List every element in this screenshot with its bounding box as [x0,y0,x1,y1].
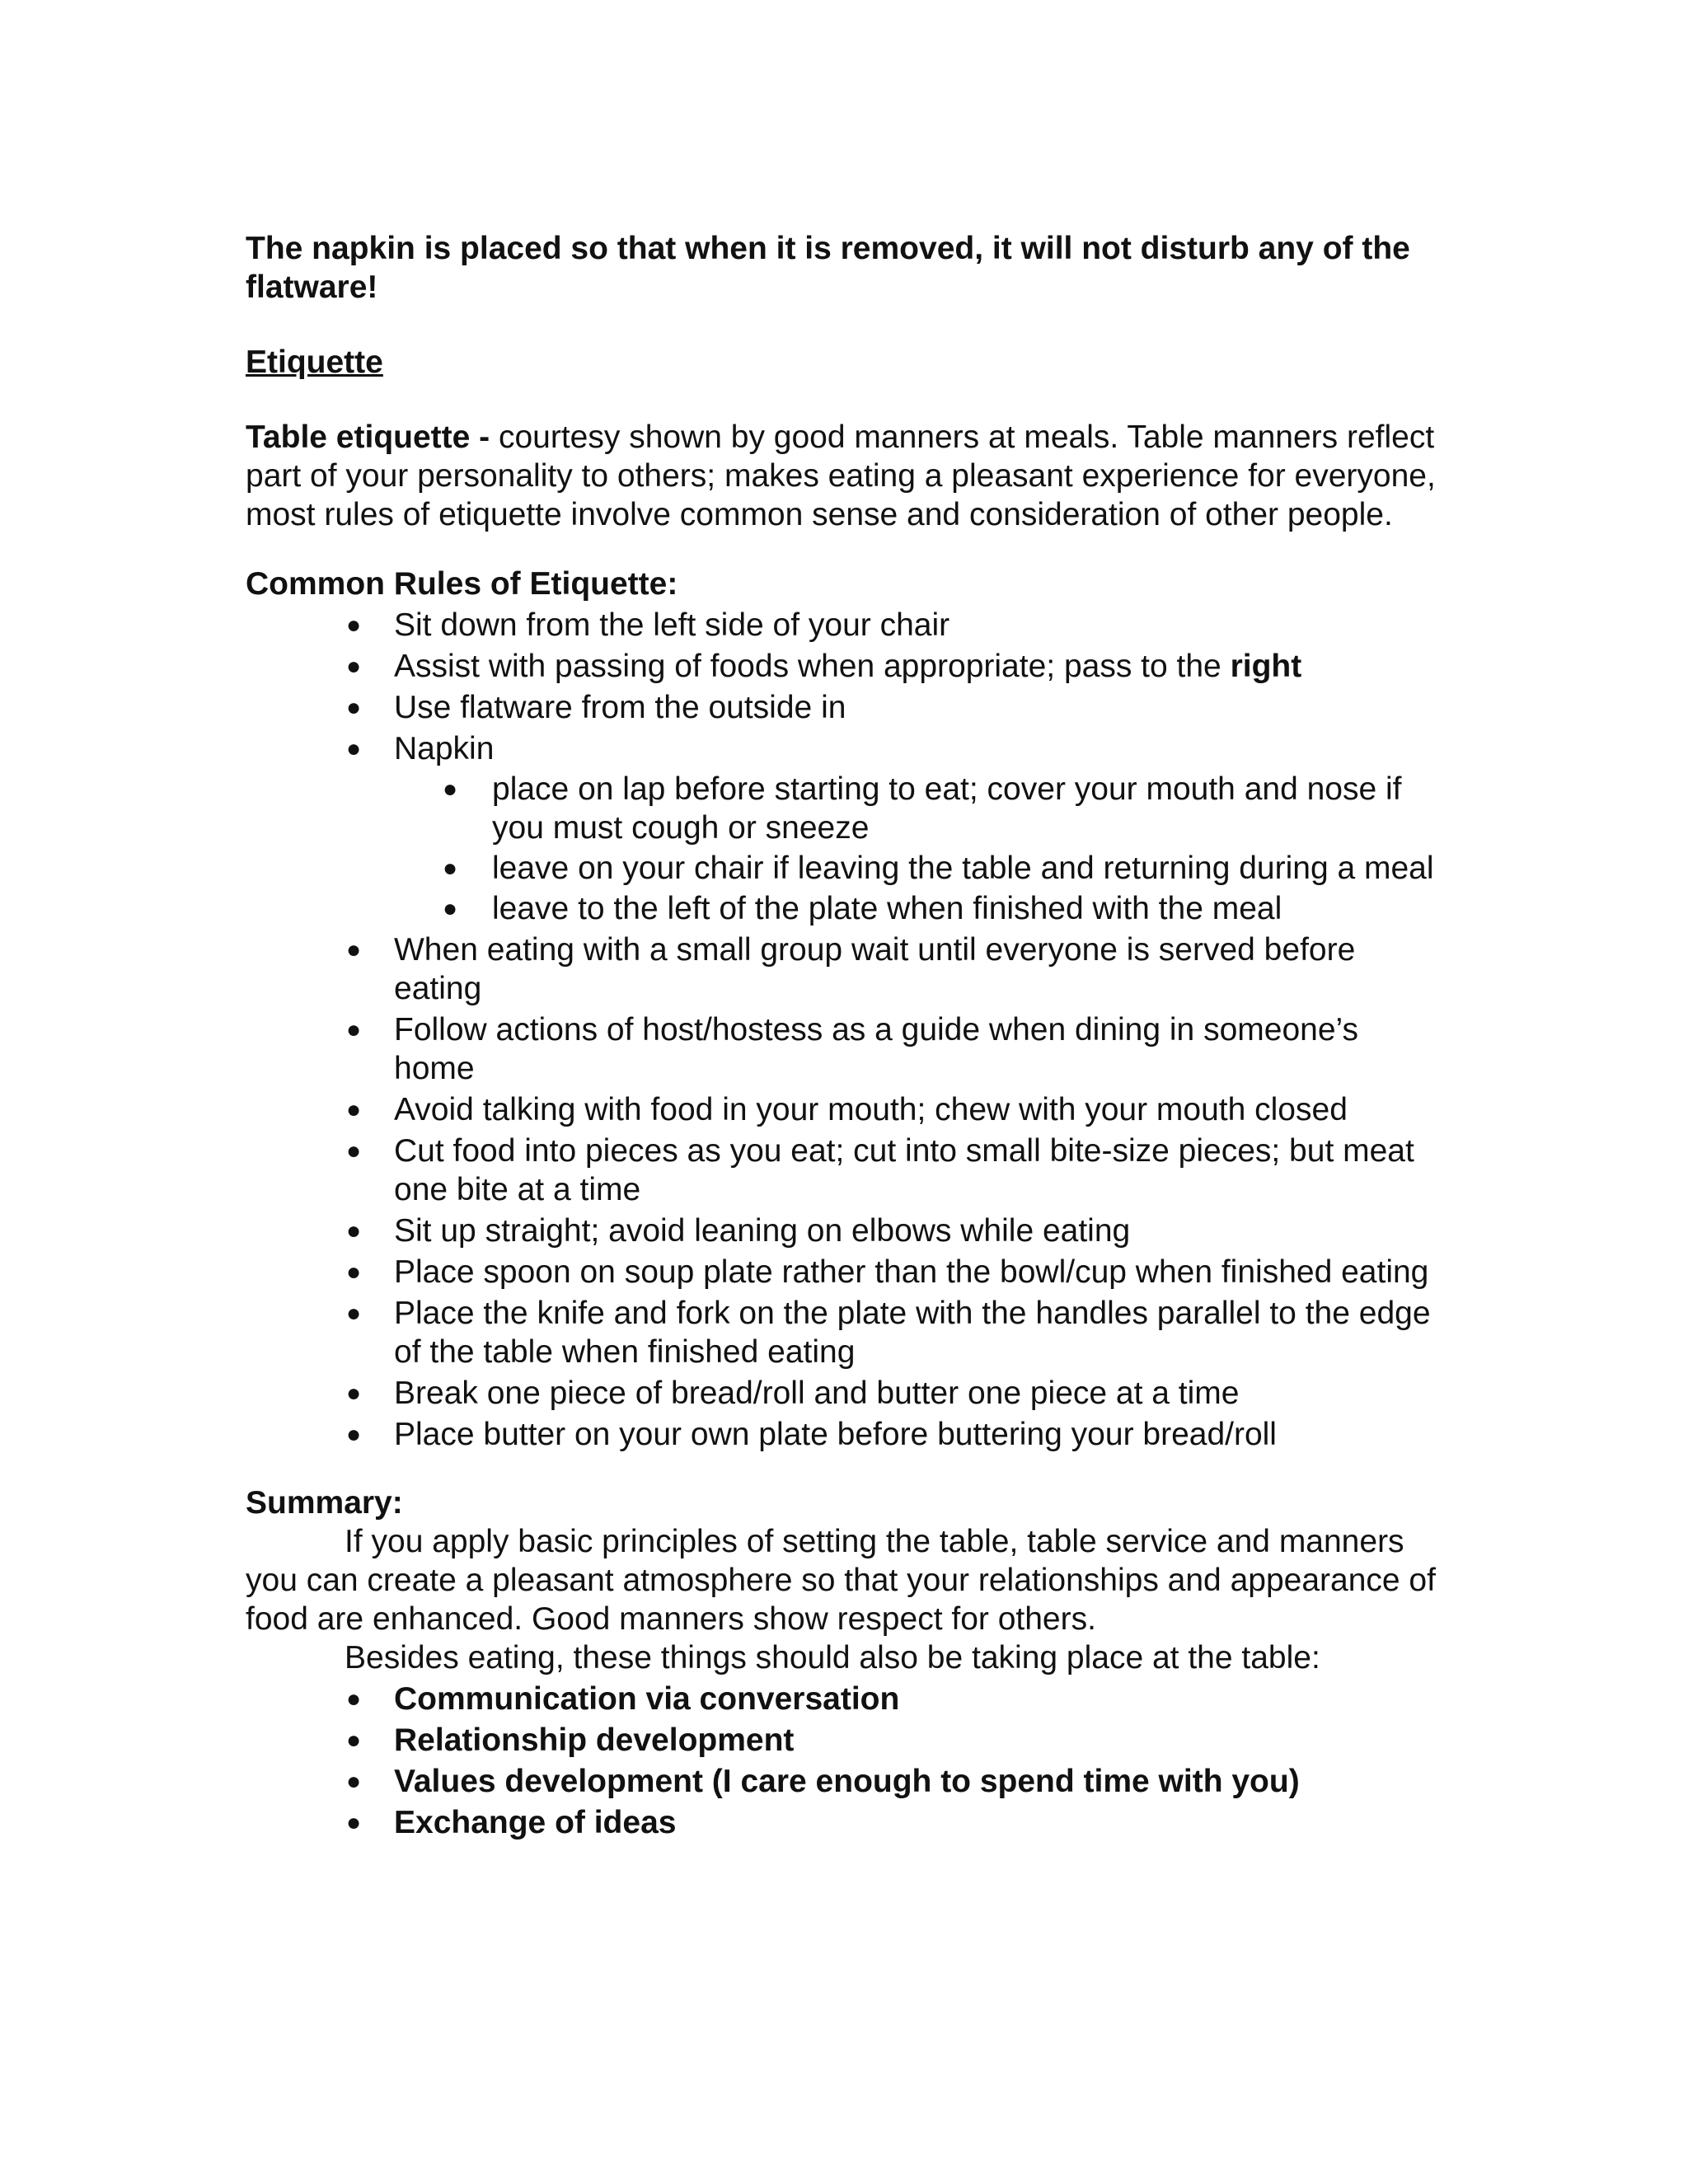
summary-list [246,1680,1441,1842]
list-item [246,1294,1441,1371]
bullet-icon: ● [346,1137,362,1165]
list-item [246,1253,1441,1291]
bullet-icon: ● [346,735,362,762]
list-item [246,1415,1441,1454]
definition-term: Table etiquette - [246,419,490,455]
bullet-icon: ● [346,1421,362,1448]
subrule-text: place on lap before starting to eat; cover your mouth and nose if you must cough or sneeze [492,771,1402,846]
list-item [246,606,1441,644]
list-item [246,1212,1441,1250]
list-item [246,1010,1441,1088]
list-item [246,770,1441,847]
rule-text: Napkin [394,731,495,766]
bullet-icon: ● [346,1217,362,1244]
summary-item-text: Values development (I care enough to spend time with you) [394,1764,1300,1799]
list-item [246,1803,1441,1842]
subrule-text: leave to the left of the plate when finished with the meal [492,891,1282,926]
summary-lead-in: Besides eating, these things should also be taking place at the table: [345,1640,1320,1675]
list-item [246,930,1441,1008]
bullet-icon: ● [346,1768,362,1795]
rule-text: Place the knife and fork on the plate with the handles parallel to the edge of the table when finished eating [394,1296,1431,1370]
napkin-note: The napkin is placed so that when it is removed, it will not disturb any of the flatware! [246,231,1410,305]
bullet-icon: ● [346,1809,362,1836]
list-item [246,1762,1441,1801]
rule-text: When eating with a small group wait until everyone is served before eating [394,932,1356,1006]
bullet-icon: ● [346,1685,362,1713]
bullet-icon: ● [443,895,458,922]
list-item [246,647,1441,686]
section-heading-etiquette: Etiquette [246,344,383,380]
bullet-icon: ● [346,1016,362,1043]
napkin-sublist [394,770,1441,928]
rule-text: Avoid talking with food in your mouth; chew with your mouth closed [394,1092,1348,1127]
rule-text: Use flatware from the outside in [394,690,846,725]
rule-text: Sit down from the left side of your chair [394,607,950,643]
list-item [246,889,1441,928]
rules-list [246,606,1441,1454]
table-etiquette-definition [246,418,1441,534]
definition-text: courtesy shown by good manners at meals. Table manners reflect part of your personality to others; makes eating a pleasant experience for everyone, most rules of etiquette involve common sense and consideration of other people. [246,419,1436,532]
bullet-icon: ● [346,1300,362,1327]
bullet-icon: ● [346,1727,362,1754]
rule-text: Sit up straight; avoid leaning on elbows while eating [394,1213,1131,1249]
summary-item-text: Exchange of ideas [394,1805,677,1840]
document-page [246,229,1441,1842]
rule-text: Assist with passing of foods when appropriate; pass to the [394,649,1231,684]
bullet-icon: ● [346,653,362,680]
bullet-icon: ● [443,776,458,803]
summary-item-text: Relationship development [394,1722,795,1758]
bullet-icon: ● [346,1258,362,1286]
rule-text: Cut food into pieces as you eat; cut into small bite-size pieces; but meat one bite at a time [394,1133,1414,1207]
rule-text: Place spoon on soup plate rather than the bowl/cup when finished eating [394,1254,1429,1290]
subrule-text: leave on your chair if leaving the table and returning during a meal [492,851,1434,886]
bullet-icon: ● [346,1380,362,1407]
bullet-icon: ● [346,612,362,639]
list-item [246,729,1441,928]
summary-heading: Summary: [246,1485,403,1521]
rule-text: Place butter on your own plate before buttering your bread/roll [394,1417,1277,1452]
rule-emphasis: right [1230,649,1302,684]
bullet-icon: ● [346,694,362,721]
list-item [246,1132,1441,1209]
list-item [246,849,1441,888]
rules-heading: Common Rules of Etiquette: [246,566,678,602]
list-item [246,1090,1441,1129]
list-item [246,1721,1441,1760]
rule-text: Follow actions of host/hostess as a guide when dining in someone’s home [394,1012,1358,1086]
summary-item-text: Communication via conversation [394,1681,900,1717]
summary-paragraph: If you apply basic principles of setting the table, table service and manners you can create a pleasant atmosphere so that your relationships and appearance of food are enhanced. Good manners show respect for others. [246,1524,1436,1637]
bullet-icon: ● [443,855,458,882]
bullet-icon: ● [346,1096,362,1123]
bullet-icon: ● [346,936,362,963]
list-item [246,1680,1441,1718]
list-item [246,1374,1441,1413]
list-item [246,688,1441,727]
rule-text: Break one piece of bread/roll and butter one piece at a time [394,1376,1240,1411]
